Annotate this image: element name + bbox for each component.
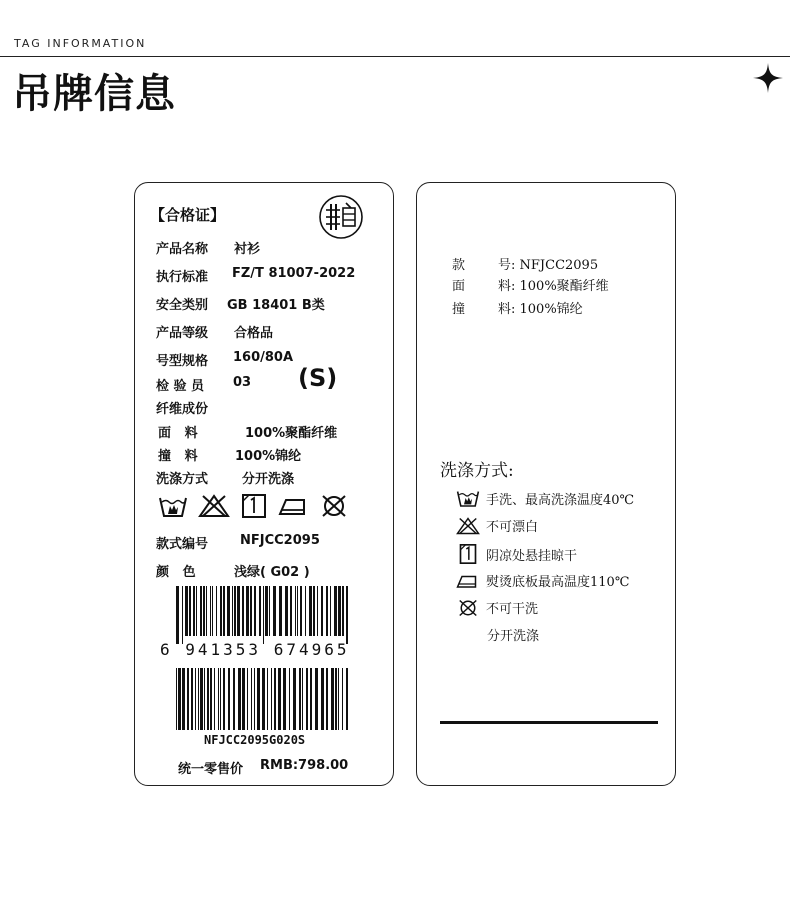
barcode-bar xyxy=(306,668,308,730)
barcode-bar xyxy=(227,586,230,636)
color-value: 浅绿( G02 ) xyxy=(234,565,310,580)
barcode-bar xyxy=(203,586,205,636)
lining-line-label: 撞 xyxy=(452,302,466,317)
price-value: RMB:798.00 xyxy=(260,758,349,773)
care-text: 熨烫底板最高温度110℃ xyxy=(486,575,630,590)
barcode-bar xyxy=(198,668,199,730)
standard-value: FZ/T 81007-2022 xyxy=(232,266,356,281)
page-title: 吊牌信息 xyxy=(12,71,176,117)
grade-value: 合格品 xyxy=(234,326,274,341)
no-bleach-icon xyxy=(198,494,230,518)
barcode-bar xyxy=(263,586,264,644)
barcode-bar xyxy=(326,668,328,730)
barcode-bar xyxy=(334,586,337,636)
barcode-bar xyxy=(178,668,181,730)
barcode-bar xyxy=(176,586,179,644)
no-dry-clean-icon xyxy=(320,494,348,518)
standard-label: 执行标准 xyxy=(156,270,209,285)
care-text: 手洗、最高洗涤温度40℃ xyxy=(486,492,635,508)
inspector-value: 03 xyxy=(233,375,252,390)
barcode-bar xyxy=(321,668,324,730)
price-label: 统一零售价 xyxy=(178,762,244,777)
lining-label: 撞 料 xyxy=(158,449,198,464)
barcode-bar xyxy=(262,668,265,730)
barcode-bar xyxy=(338,586,341,636)
barcode-bar xyxy=(237,586,240,636)
line-dry-shade-icon xyxy=(242,494,266,518)
seal-logo-icon xyxy=(318,194,364,240)
barcode-bar xyxy=(265,586,268,636)
barcode-bar xyxy=(228,668,230,730)
care-item-iron xyxy=(456,571,629,590)
barcode-bar xyxy=(338,668,339,730)
barcode-bar xyxy=(300,586,302,636)
lining-value: 100%锦纶 xyxy=(235,449,302,464)
barcode-bar xyxy=(257,668,260,730)
barcode-bar xyxy=(193,586,195,636)
barcode-bar xyxy=(330,586,331,636)
barcode-bar xyxy=(214,668,215,730)
barcode-bar xyxy=(200,668,203,730)
barcode-bar xyxy=(285,586,288,636)
size-mark: (S) xyxy=(298,364,338,392)
barcode-bar xyxy=(313,586,315,636)
barcode-bar xyxy=(309,586,312,636)
care-text: 阴凉处悬挂晾干 xyxy=(486,548,578,564)
barcode-bar xyxy=(254,668,255,730)
barcode-bar xyxy=(305,586,306,636)
product-name-value: 衬衫 xyxy=(234,242,261,257)
barcode-bar xyxy=(315,668,318,730)
care-note: 分开洗涤 xyxy=(487,629,540,644)
barcode-bar xyxy=(251,668,252,730)
barcode-bar xyxy=(346,586,348,644)
barcode-bar xyxy=(254,586,256,636)
divider-line xyxy=(440,721,658,724)
barcode-bar xyxy=(317,586,318,636)
barcode-bar xyxy=(278,668,281,730)
style-no-label: 款式编号 xyxy=(156,537,209,552)
safety-class-label: 安全类别 xyxy=(156,298,209,313)
barcode-bar xyxy=(210,586,211,636)
barcode-bar xyxy=(182,668,185,730)
barcode-bar xyxy=(196,586,197,636)
care-text: 不可漂白 xyxy=(486,520,539,535)
barcode-bar xyxy=(204,668,205,730)
barcode-bar xyxy=(207,668,209,730)
barcode-bar xyxy=(342,668,343,730)
barcode-bar xyxy=(271,668,272,730)
size-spec-value: 160/80A xyxy=(233,350,294,365)
barcode-bar xyxy=(279,586,282,636)
sku-barcode xyxy=(176,668,350,730)
barcode-bar xyxy=(321,586,323,636)
barcode-bar xyxy=(191,668,193,730)
barcode-bar xyxy=(210,668,212,730)
barcode-bar xyxy=(212,586,213,636)
care-item-no-dry-clean xyxy=(456,598,538,617)
barcode-bar xyxy=(206,586,207,636)
fabric-line-label: 面 xyxy=(452,279,466,294)
barcode-bar xyxy=(223,586,225,636)
barcode-bar xyxy=(295,586,296,636)
barcode-bar xyxy=(185,586,188,636)
grade-label: 产品等级 xyxy=(156,326,209,341)
barcode-bar xyxy=(302,668,303,730)
care-text: 不可干洗 xyxy=(486,602,539,617)
barcode-bar xyxy=(242,586,244,636)
barcode-bar xyxy=(189,586,191,636)
certificate-title: 【合格证】 xyxy=(150,206,226,224)
barcode-bar xyxy=(299,668,301,730)
barcode-bar xyxy=(250,586,252,636)
barcode-bar xyxy=(218,668,219,730)
barcode-bar xyxy=(216,586,217,636)
hand-wash-icon xyxy=(456,488,480,508)
hand-wash-icon xyxy=(158,494,188,518)
no-dry-clean-icon xyxy=(456,599,480,617)
iron-icon xyxy=(278,496,310,516)
barcode-bar xyxy=(274,668,276,730)
barcode-bar xyxy=(342,586,344,636)
fabric-line-value: 料: 100%聚酯纤维 xyxy=(498,279,609,294)
barcode-bar xyxy=(293,668,296,730)
eyebrow-text: TAG INFORMATION xyxy=(14,37,147,50)
barcode-bar xyxy=(200,586,202,636)
line-dry-shade-icon xyxy=(456,544,480,564)
divider-line xyxy=(0,56,790,57)
barcode-bar xyxy=(246,586,249,636)
barcode-bar xyxy=(267,668,268,730)
barcode-bar xyxy=(220,668,221,730)
sku-code: NFJCC2095G020S xyxy=(204,733,306,747)
barcode-bar xyxy=(283,668,286,730)
iron-icon xyxy=(456,573,480,589)
barcode-bar xyxy=(269,586,270,636)
barcode-bar xyxy=(182,586,183,644)
barcode-bar xyxy=(234,586,236,636)
product-name-label: 产品名称 xyxy=(156,242,209,257)
safety-class-value: GB 18401 B类 xyxy=(227,298,325,313)
fiber-heading: 纤维成份 xyxy=(156,402,209,417)
lining-line-value: 料: 100%锦纶 xyxy=(498,302,583,317)
wash-method-label: 洗涤方式 xyxy=(156,472,209,487)
barcode-bar xyxy=(290,586,292,636)
barcode-bar xyxy=(176,668,177,730)
barcode-bar xyxy=(335,668,337,730)
care-item-hand-wash xyxy=(456,488,634,508)
barcode-bar xyxy=(310,668,312,730)
fabric-value: 100%聚酯纤维 xyxy=(245,426,338,441)
barcode-bar xyxy=(233,668,235,730)
four-point-star-icon xyxy=(752,62,784,94)
style-line-label: 款 xyxy=(452,258,466,273)
care-item-no-bleach xyxy=(456,516,538,535)
barcode-bar xyxy=(223,668,225,730)
barcode-bar xyxy=(232,586,233,636)
barcode-bar xyxy=(238,668,241,730)
barcode-digits: 6 941353 674965 xyxy=(160,640,350,659)
barcode-bar xyxy=(242,668,245,730)
barcode-bar xyxy=(297,586,298,636)
barcode-bar xyxy=(346,668,348,730)
style-no-value: NFJCC2095 xyxy=(240,533,320,548)
no-bleach-icon xyxy=(456,517,480,535)
barcode-bar xyxy=(331,668,334,730)
ean-barcode xyxy=(176,586,350,644)
barcode-bar xyxy=(187,668,189,730)
inspector-label: 检 验 员 xyxy=(156,379,205,394)
barcode-bar xyxy=(273,586,276,636)
barcode-bar xyxy=(247,668,248,730)
style-line-value: 号: NFJCC2095 xyxy=(498,258,599,273)
size-spec-label: 号型规格 xyxy=(156,354,209,369)
color-label: 颜 色 xyxy=(156,565,196,580)
fabric-label: 面 料 xyxy=(158,426,198,441)
wash-method-value: 分开洗涤 xyxy=(242,472,295,487)
barcode-bar xyxy=(195,668,196,730)
barcode-bar xyxy=(259,586,261,636)
barcode-bar xyxy=(289,668,290,730)
barcode-bar xyxy=(326,586,328,636)
barcode-bar xyxy=(220,586,222,636)
wash-title: 洗涤方式: xyxy=(440,461,514,481)
care-item-line-dry xyxy=(456,544,577,564)
